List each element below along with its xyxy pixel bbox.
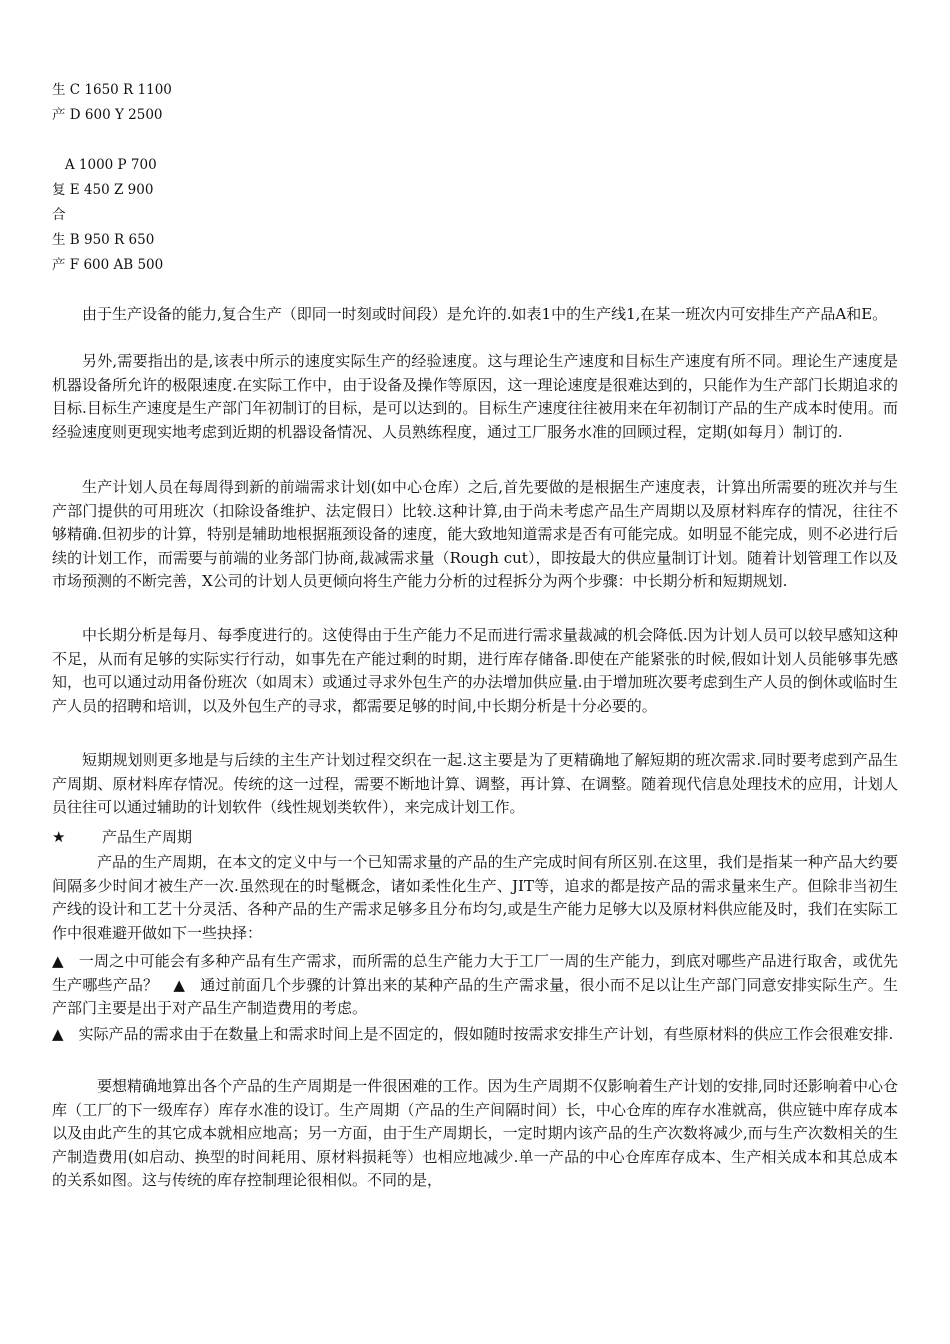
paragraph: 要想精确地算出各个产品的生产周期是一件很困难的工作。因为生产周期不仅影响着生产计划的安排,同时还影响着中心仓库（工厂的下一级库存）库存水准的设订。生产周期（产品的生产间隔时间）长，中心仓库的库存水准就高，供应链中库存成本以及由此产生的其它成本就相应地高；另一方面，由于生产周期长，一定时期内该产品的生产次数将减少,而与生产次数相关的生产制造费用(如启动、换型的时间耗用、原材料损耗等）也相应地减少.单一产品的中心仓库库存成本、生产相关成本和其总成本的关系如图。这与传统的库存控制理论很相似。不同的是， [52,1077,898,1189]
table-line: A 1000 P 700 [52,157,157,173]
table-line: 合 [52,207,66,223]
table-line: 产 F 600 AB 500 [52,257,164,273]
table-line: 产 D 600 Y 2500 [52,107,163,123]
table-line: 生 C 1650 R 1100 [52,82,172,98]
section-heading [52,826,192,850]
paragraph: 产品的生产周期，在本文的定义中与一个已知需求量的产品的生产完成时间有所区别.在这里，我们是指某一种产品大约要间隔多少时间才被生产一次.虽然现在的时髦概念，诸如柔性化生产、JIT等，追求的都是按产品的需求量来生产。但除非当初生产线的设计和工艺十分灵活、各种产品的生产需求足够多且分布均匀,或是生产能力足够大以及原材料供应能及时，我们在实际工作中很难避开做如下一些抉择： [52,853,898,942]
paragraph: 另外,需要指出的是,该表中所示的速度实际生产的经验速度。这与理论生产速度和目标生产速度有所不同。理论生产速度是机器设备所允许的极限速度.在实际工作中，由于设备及操作等原因，这一理论速度是很难达到的，只能作为生产部门长期追求的目标.目标生产速度是生产部门年初制订的目标，是可以达到的。目标生产速度往往被用来在年初制订产品的生产成本时使用。而经验速度则更现实地考虑到近期的机器设备情况、人员熟练程度，通过工厂服务水准的回顾过程，定期(如每月）制订的. [52,352,898,441]
table-line: 生 B 950 R 650 [52,232,155,248]
paragraph: 生产计划人员在每周得到新的前端需求计划(如中心仓库）之后,首先要做的是根据生产速度表，计算出所需要的班次并与生产部门提供的可用班次（扣除设备维护、法定假日）比较.这种计算,由于尚未考虑产品生产周期以及原材料库存的情况，往往不够精确.但初步的计算，特别是辅助地根据瓶颈设备的速度，能大致地知道需求是否有可能完成。如明显不能完成，则不必进行后续的计划工作，而需要与前端的业务部门协商,裁减需求量（Rough cut），即按最大的供应量制订计划。随着计划管理工作以及市场预测的不断完善，X公司的计划人员更倾向将生产能力分析的过程拆分为两个步骤：中长期分析和短期规划. [52,478,898,590]
paragraph: 由于生产设备的能力,复合生产（即同一时刻或时间段）是允许的.如表1中的生产线1,在某一班次内可安排生产产品A和E。 [82,305,888,323]
paragraph: 短期规划则更多地是与后续的主生产计划过程交织在一起.这主要是为了更精确地了解短期的班次需求.同时要考虑到产品生产周期、原材料库存情况。传统的这一过程，需要不断地计算、调整，再计算、在调整。随着现代信息处理技术的应用，计划人员往往可以通过辅助的计划软件（线性规划类软件），来完成计划工作。 [52,751,898,816]
table-line: 复 E 450 Z 900 [52,182,154,198]
paragraph: 中长期分析是每月、每季度进行的。这使得由于生产能力不足而进行需求量裁减的机会降低.因为计划人员可以较早感知这种不足，从而有足够的实际实行行动，如事先在产能过剩的时期，进行库存储备.即使在产能紧张的时候,假如计划人员能够事先感知，也可以通过动用备份班次（如周末）或通过寻求外包生产的办法增加供应量.由于增加班次要考虑到生产人员的倒休或临时生产人员的招聘和培训，以及外包生产的寻求，都需要足够的时间,中长期分析是十分必要的。 [52,626,898,715]
section-title: 产品生产周期 [102,828,193,846]
bullet-paragraph: ▲ 实际产品的需求由于在数量上和需求时间上是不固定的，假如随时按需求安排生产计划，有些原材料的供应工作会很难安排. [52,1025,894,1043]
bullet-paragraph: ▲ 一周之中可能会有多种产品有生产需求，而所需的总生产能力大于工厂一周的生产能力，到底对哪些产品进行取舍，或优先生产哪些产品？ ▲ 通过前面几个步骤的计算出来的某种产品的生产需求量，很小而不足以让生产部门同意安排实际生产。生产部门主要是出于对产品生产制造费用的考虑。 [52,952,898,1017]
star-icon: ★ [52,828,66,846]
